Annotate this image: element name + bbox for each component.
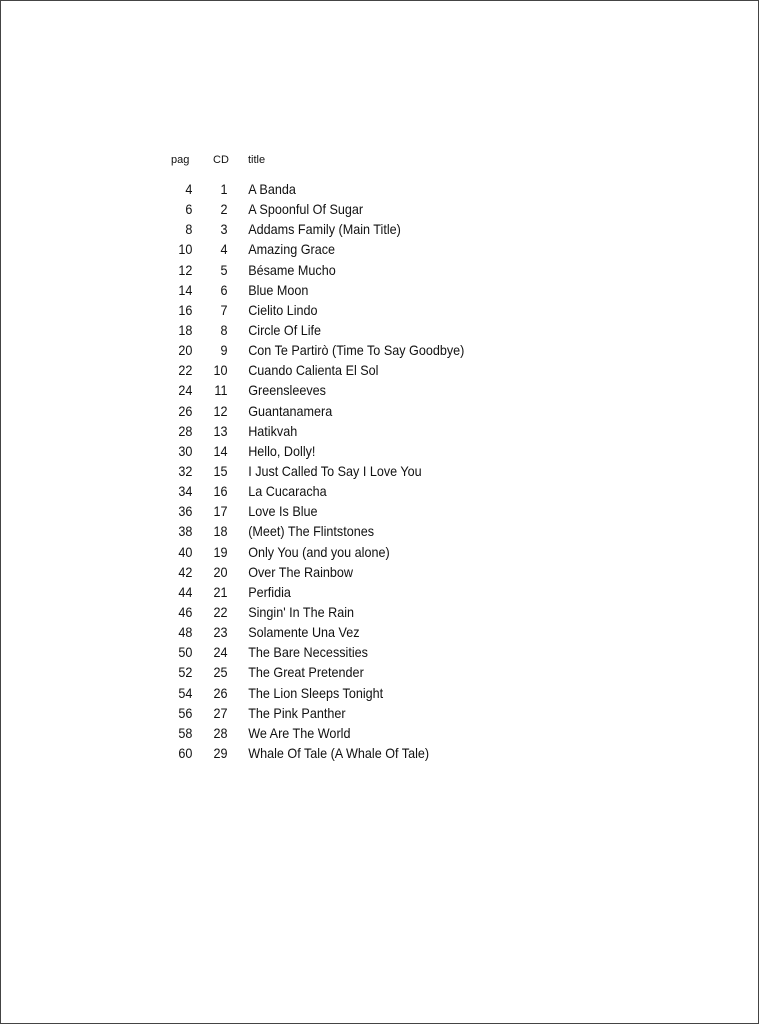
page-number: 58 (178, 724, 193, 741)
cd-track: 14 (213, 442, 228, 459)
cd-track: 22 (213, 603, 228, 620)
table-row (169, 602, 529, 622)
page-number: 12 (178, 261, 193, 278)
song-title: Bésame Mucho (248, 261, 336, 278)
page-number: 18 (178, 321, 193, 338)
table-row (169, 501, 529, 521)
table-row (169, 461, 529, 481)
cd-track: 17 (213, 503, 228, 520)
song-title: The Great Pretender (248, 664, 364, 681)
header-pag: pag (171, 154, 190, 166)
cd-track: 26 (213, 684, 228, 701)
table-row (169, 340, 529, 360)
cd-track: 9 (220, 342, 228, 359)
page-number: 38 (178, 523, 193, 540)
song-title: Cuando Calienta El Sol (248, 362, 379, 379)
song-title: The Lion Sleeps Tonight (248, 684, 384, 701)
song-title: Perfidia (248, 583, 291, 600)
page-number: 42 (178, 563, 193, 580)
cd-track: 21 (213, 583, 228, 600)
song-title: Circle Of Life (248, 321, 322, 338)
page-number: 4 (185, 181, 193, 197)
cd-track: 27 (213, 704, 228, 721)
table-row (169, 703, 529, 723)
cd-track: 18 (213, 523, 228, 540)
table-row (169, 179, 529, 199)
table-row (169, 481, 529, 501)
song-title: Amazing Grace (248, 241, 336, 258)
page-number: 28 (178, 422, 193, 439)
song-title: Over The Rainbow (248, 563, 354, 580)
cd-track: 13 (213, 422, 228, 439)
cd-track: 5 (220, 261, 228, 278)
page-number: 20 (178, 342, 193, 359)
cd-track: 12 (213, 402, 228, 419)
table-row (169, 380, 529, 400)
table-row (169, 199, 529, 219)
cd-track: 19 (213, 543, 228, 560)
table-row (169, 401, 529, 421)
table-row (169, 542, 529, 562)
page-number: 30 (178, 442, 193, 459)
cd-track: 7 (220, 301, 228, 318)
song-title: I Just Called To Say I Love You (248, 462, 422, 479)
page-number: 32 (178, 462, 193, 479)
table-row (169, 300, 529, 320)
page-number: 40 (178, 543, 193, 560)
table-row (169, 683, 529, 703)
song-title: The Pink Panther (248, 704, 346, 721)
table-row (169, 642, 529, 662)
cd-track: 1 (220, 181, 228, 197)
song-title: Singin' In The Rain (248, 603, 355, 620)
song-title: A Spoonful Of Sugar (248, 201, 364, 218)
page-number: 16 (178, 301, 193, 318)
table-row (169, 360, 529, 380)
song-title: Whale Of Tale (A Whale Of Tale) (248, 744, 430, 761)
page-number: 10 (178, 241, 193, 258)
table-row (169, 441, 529, 461)
song-title: Con Te Partirò (Time To Say Goodbye) (248, 342, 465, 359)
cd-track: 24 (213, 644, 228, 661)
table-row (169, 562, 529, 582)
song-title: We Are The World (248, 724, 351, 741)
table-row (169, 421, 529, 441)
cd-track: 6 (220, 281, 228, 298)
song-title: Hello, Dolly! (248, 442, 316, 459)
cd-track: 25 (213, 664, 228, 681)
table-row (169, 219, 529, 239)
song-title: Solamente Una Vez (248, 624, 360, 641)
song-title: The Bare Necessities (248, 644, 368, 661)
cd-track: 20 (213, 563, 228, 580)
cd-track: 4 (220, 241, 228, 258)
cd-track: 15 (213, 462, 228, 479)
cd-track: 2 (220, 201, 228, 218)
song-title: A Banda (248, 181, 296, 197)
page-number: 56 (178, 704, 193, 721)
cd-track: 8 (220, 321, 228, 338)
song-title: Cielito Lindo (248, 301, 318, 318)
page-number: 24 (178, 382, 193, 399)
song-title: Addams Family (Main Title) (248, 221, 401, 238)
page-number: 34 (178, 483, 193, 500)
page-number: 46 (178, 603, 193, 620)
song-title: Love Is Blue (248, 503, 318, 520)
table-row (169, 260, 529, 280)
table-row (169, 521, 529, 541)
cd-track: 16 (213, 483, 228, 500)
cd-track: 3 (220, 221, 228, 238)
song-title: (Meet) The Flintstones (248, 523, 375, 540)
page-number: 36 (178, 503, 193, 520)
song-title: Only You (and you alone) (248, 543, 390, 560)
song-title: Guantanamera (248, 402, 333, 419)
page-number: 48 (178, 624, 193, 641)
cd-track: 28 (213, 724, 228, 741)
page-number: 54 (178, 684, 193, 701)
cd-track: 10 (213, 362, 228, 379)
table-row (169, 723, 529, 743)
song-title: Greensleeves (248, 382, 326, 399)
contents-table (169, 151, 569, 761)
table-body (169, 179, 569, 763)
page-number: 52 (178, 664, 193, 681)
cd-track: 23 (213, 624, 228, 641)
table-row (169, 743, 529, 763)
song-title: Blue Moon (248, 281, 309, 298)
header-title: title (248, 154, 266, 166)
page-number: 26 (178, 402, 193, 419)
table-row (169, 582, 529, 602)
table-row (169, 320, 529, 340)
table-row (169, 280, 529, 300)
page-number: 44 (178, 583, 193, 600)
cd-track: 29 (213, 744, 228, 761)
header-cd: CD (213, 154, 229, 166)
table-row (169, 662, 529, 682)
table-header (169, 151, 569, 169)
cd-track: 11 (214, 382, 228, 399)
song-title: Hatikvah (248, 422, 298, 439)
page-number: 8 (185, 221, 193, 238)
page-number: 6 (185, 201, 193, 218)
page-number: 60 (178, 744, 193, 761)
song-title: La Cucaracha (248, 483, 327, 500)
page-number: 22 (178, 362, 193, 379)
table-row (169, 239, 529, 259)
page-number: 14 (178, 281, 193, 298)
table-row (169, 622, 529, 642)
page-number: 50 (178, 644, 193, 661)
